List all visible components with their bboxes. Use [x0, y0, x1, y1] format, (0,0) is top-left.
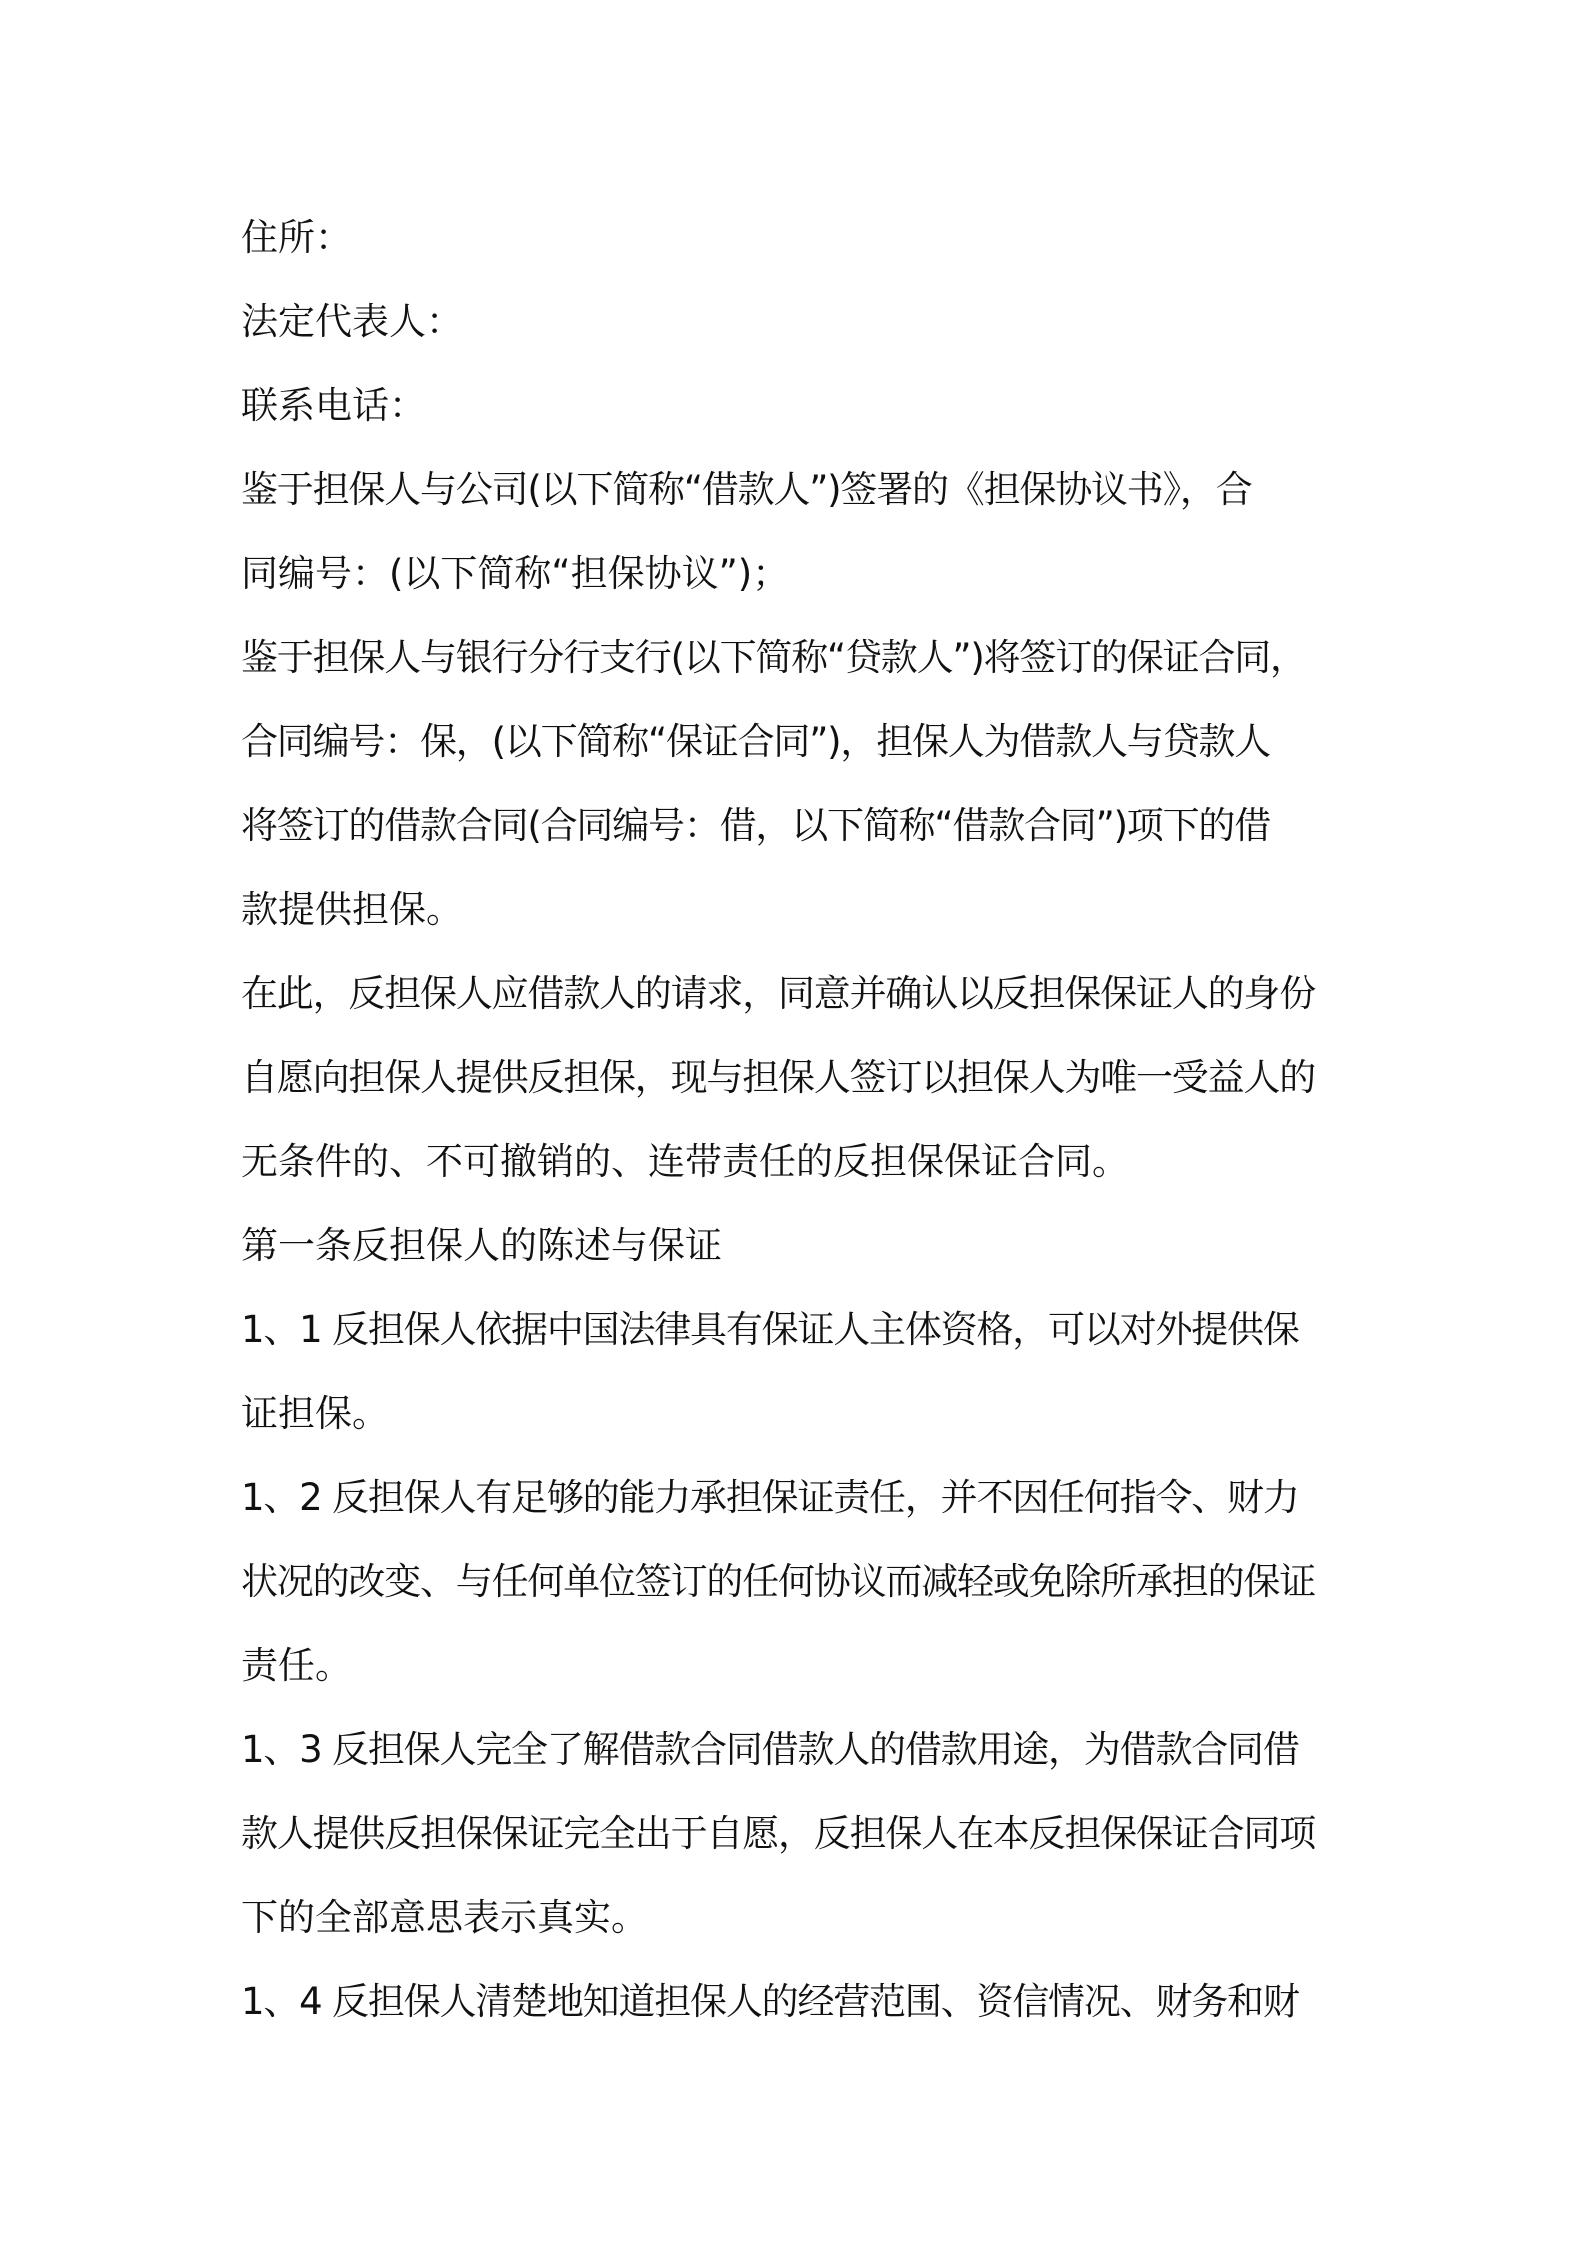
text-line: 自愿向担保人提供反担保，现与担保人签订以担保人为唯一受益人的 [241, 1056, 1315, 1099]
text-line: 款人提供反担保保证完全出于自愿，反担保人在本反担保保证合同项 [241, 1812, 1315, 1855]
text-line: 无条件的、不可撤销的、连带责任的反担保保证合同。 [241, 1140, 1129, 1183]
text-line: 鉴于担保人与公司(以下简称“借款人”)签署的《担保协议书》，合 [241, 468, 1252, 511]
text-line: 款提供担保。 [241, 888, 463, 931]
text-line: 1、2 反担保人有足够的能力承担保证责任，并不因任何指令、财力 [241, 1476, 1299, 1519]
text-line: 1、1 反担保人依据中国法律具有保证人主体资格，可以对外提供保 [241, 1308, 1299, 1351]
text-line-address: 住所： [241, 216, 352, 259]
text-line: 同编号：(以下简称“担保协议”)； [241, 552, 790, 595]
document-body [241, 196, 1353, 2044]
text-line: 证担保。 [241, 1392, 389, 1435]
text-line: 在此，反担保人应借款人的请求，同意并确认以反担保保证人的身份 [241, 972, 1315, 1015]
text-line: 状况的改变、与任何单位签订的任何协议而减轻或免除所承担的保证 [241, 1560, 1315, 1603]
text-line-legal-representative: 法定代表人： [241, 300, 463, 343]
section-heading: 第一条反担保人的陈述与保证 [241, 1224, 722, 1267]
text-line: 鉴于担保人与银行分行支行(以下简称“贷款人”)将签订的保证合同， [241, 636, 1306, 679]
text-line: 下的全部意思表示真实。 [241, 1896, 648, 1939]
text-line: 1、3 反担保人完全了解借款合同借款人的借款用途，为借款合同借 [241, 1728, 1299, 1771]
text-line-phone: 联系电话： [241, 384, 426, 427]
text-line: 责任。 [241, 1644, 352, 1687]
text-line: 将签订的借款合同(合同编号：借，以下简称“借款合同”)项下的借 [241, 804, 1271, 847]
text-line: 合同编号：保，(以下简称“保证合同”)，担保人为借款人与贷款人 [241, 720, 1271, 763]
text-line: 1、4 反担保人清楚地知道担保人的经营范围、资信情况、财务和财 [241, 1980, 1299, 2023]
